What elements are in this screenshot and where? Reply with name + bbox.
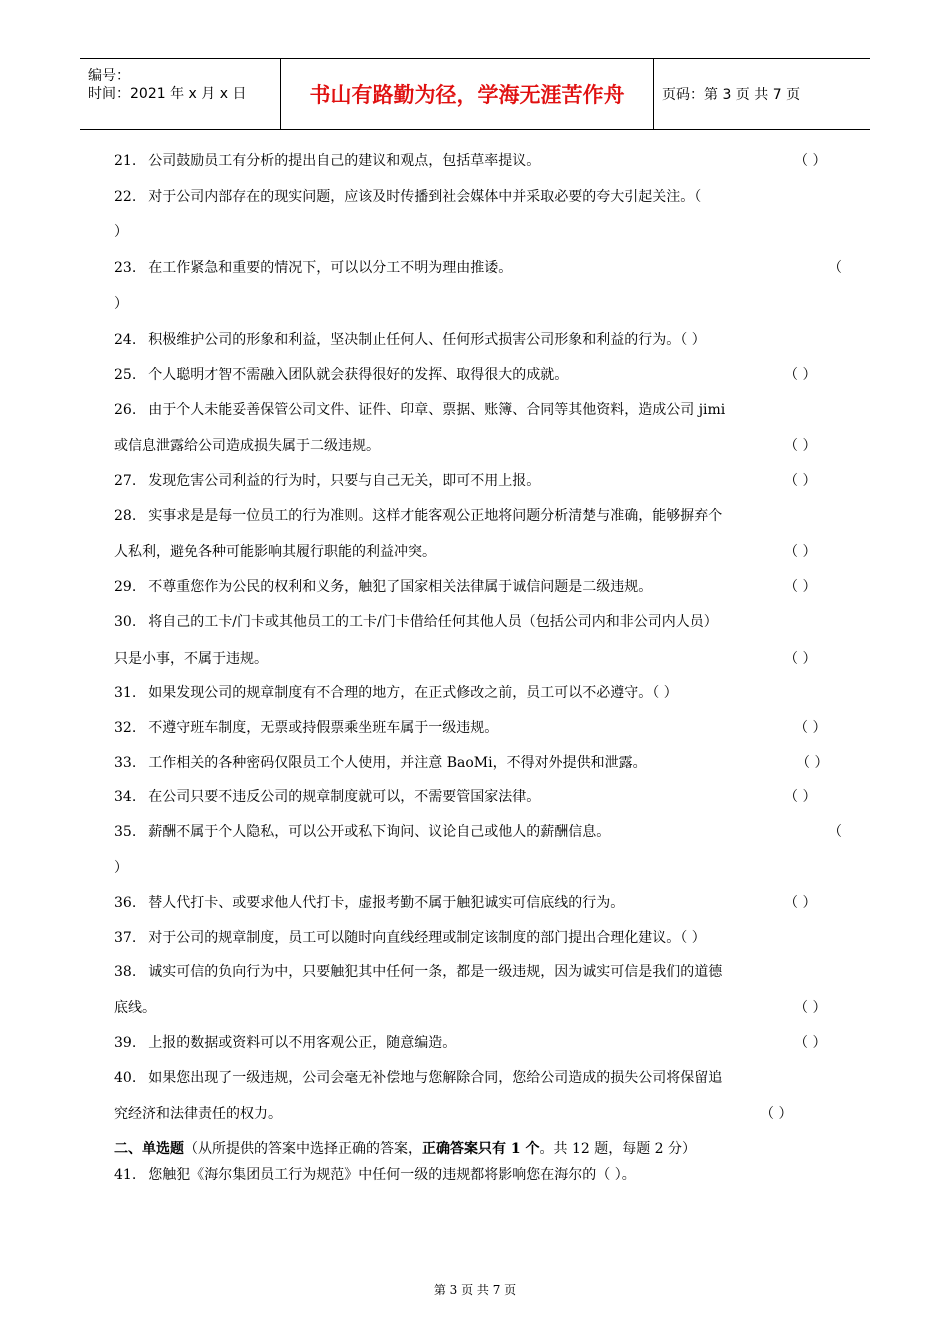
question-23: 23. 在工作紧急和重要的情况下，可以以分工不明为理由推诿。 — [114, 260, 513, 276]
page-footer: 第 3 页 共 7 页 — [433, 1283, 517, 1297]
answer-paren: （ ） — [794, 153, 827, 169]
question-38: 38. 诚实可信的负向行为中，只要触犯其中任何一条，都是一级违规，因为诚实可信是我们的道德 — [114, 964, 723, 980]
question-24: 24. 积极维护公司的形象和利益，坚决制止任何人、任何形式损害公司形象和利益的行为。（ ） — [114, 332, 706, 348]
question-39: 39. 上报的数据或资料可以不用客观公正，随意编造。 — [114, 1035, 457, 1051]
answer-paren: （ ） — [794, 1035, 827, 1051]
question-27: 27. 发现危害公司利益的行为时，只要与自己无关，即可不用上报。 — [114, 473, 541, 489]
question-22: 22. 对于公司内部存在的现实问题，应该及时传播到社会媒体中并采取必要的夸大引起关注。（ — [114, 189, 702, 205]
section-2-heading: 二、单选题（从所提供的答案中选择正确的答案，正确答案只有 1 个。共 12 题，每题 2 分） — [114, 1141, 697, 1157]
answer-paren: （ ） — [794, 1000, 827, 1016]
answer-paren: （ ） — [784, 579, 817, 595]
question-22-cont: ） — [114, 224, 128, 240]
page-header — [80, 58, 870, 130]
answer-paren: （ ） — [794, 720, 827, 736]
question-28-cont: 人私利，避免各种可能影响其履行职能的利益冲突。 — [114, 544, 436, 560]
time-label: 时间：2021 年 x 月 x 日 — [88, 86, 247, 102]
answer-paren: （ ） — [784, 789, 817, 805]
question-25: 25. 个人聪明才智不需融入团队就会获得很好的发挥、取得很大的成就。 — [114, 367, 569, 383]
question-29: 29. 不尊重您作为公民的权利和义务，触犯了国家相关法律属于诚信问题是二级违规。 — [114, 579, 653, 595]
question-23-cont: ） — [114, 296, 128, 312]
answer-paren: （ ） — [784, 895, 817, 911]
question-35-cont: ） — [114, 860, 128, 876]
question-30: 30. 将自己的工卡/门卡或其他员工的工卡/门卡借给任何其他人员（包括公司内和非公司内人员） — [114, 614, 718, 630]
question-21: 21. 公司鼓励员工有分析的提出自己的建议和观点，包括草率提议。 — [114, 153, 541, 169]
header-motto: 书山有路勤为径，学海无涯苦作舟 — [281, 59, 654, 129]
question-32: 32. 不遵守班车制度，无票或持假票乘坐班车属于一级违规。 — [114, 720, 499, 736]
question-30-cont: 只是小事，不属于违规。 — [114, 651, 268, 667]
question-36: 36. 替人代打卡、或要求他人代打卡，虚报考勤不属于触犯诚实可信底线的行为。 — [114, 895, 625, 911]
question-40: 40. 如果您出现了一级违规，公司会毫无补偿地与您解除合同，您给公司造成的损失公司将保留追 — [114, 1070, 723, 1086]
header-meta — [80, 59, 281, 129]
question-40-cont: 究经济和法律责任的权力。 — [114, 1106, 282, 1122]
answer-paren: （ ） — [796, 755, 829, 771]
question-33: 33. 工作相关的各种密码仅限员工个人使用，并注意 BaoMi，不得对外提供和泄露。 — [114, 755, 647, 771]
question-35: 35. 薪酬不属于个人隐私，可以公开或私下询问、议论自己或他人的薪酬信息。 — [114, 824, 611, 840]
answer-paren: （ ） — [784, 438, 817, 454]
question-41: 41. 您触犯《海尔集团员工行为规范》中任何一级的违规都将影响您在海尔的（ ）。 — [114, 1167, 636, 1183]
question-26-cont: 或信息泄露给公司造成损失属于二级违规。 — [114, 438, 380, 454]
question-38-cont: 底线。 — [114, 1000, 156, 1016]
question-31: 31. 如果发现公司的规章制度有不合理的地方，在正式修改之前，员工可以不必遵守。（ ） — [114, 685, 678, 701]
answer-paren: （ — [828, 824, 842, 840]
answer-paren: （ ） — [760, 1106, 793, 1122]
header-page-info: 页码：第 3 页 共 7 页 — [662, 87, 801, 103]
question-28: 28. 实事求是是每一位员工的行为准则。这样才能客观公正地将问题分析清楚与准确，能够摒弃个 — [114, 508, 723, 524]
answer-paren: （ ） — [784, 473, 817, 489]
answer-paren: （ ） — [784, 544, 817, 560]
question-26: 26. 由于个人未能妥善保管公司文件、证件、印章、票据、账簿、合同等其他资料，造成公司 jimi — [114, 402, 726, 418]
answer-paren: （ ） — [784, 367, 817, 383]
answer-paren: （ — [828, 260, 842, 276]
question-37: 37. 对于公司的规章制度，员工可以随时向直线经理或制定该制度的部门提出合理化建议。（ ） — [114, 930, 706, 946]
serial-label: 编号： — [88, 68, 130, 84]
answer-paren: （ ） — [784, 651, 817, 667]
question-34: 34. 在公司只要不违反公司的规章制度就可以，不需要管国家法律。 — [114, 789, 541, 805]
